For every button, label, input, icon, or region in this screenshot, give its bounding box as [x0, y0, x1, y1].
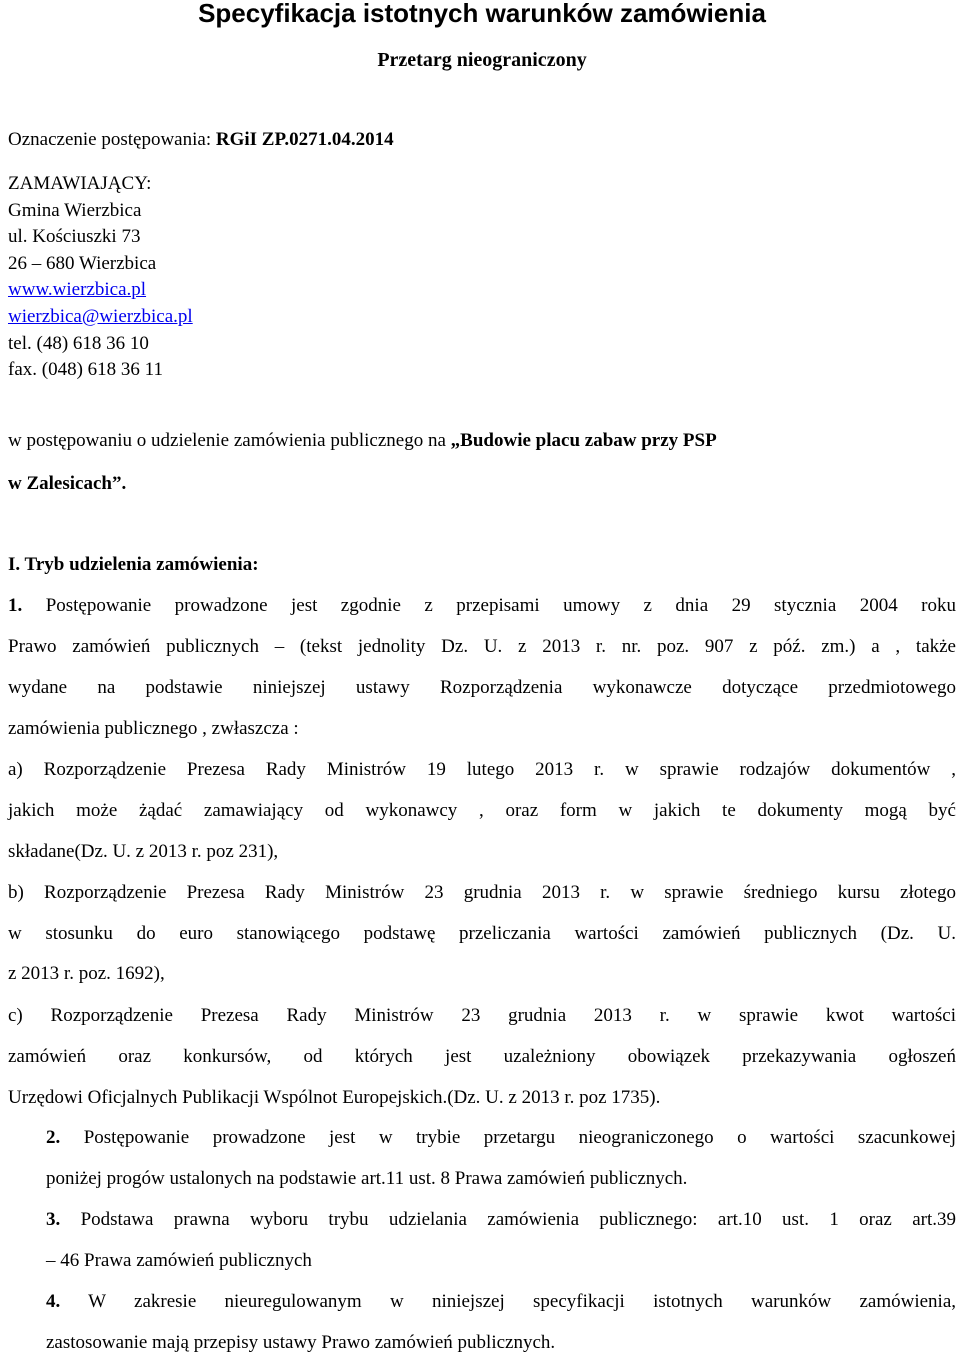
subject-line-1: [8, 429, 956, 453]
authority-website-link[interactable]: www.wierzbica.pl: [8, 279, 147, 301]
para-1-item-a-line-3: składane(Dz. U. z 2013 r. poz 231),: [8, 841, 279, 862]
para-3-line-2: – 46 Prawa zamówień publicznych: [46, 1250, 312, 1271]
para-1-line-2: Prawo zamówień publicznych – (tekst jednolity Dz. U. z 2013 r. nr. poz. 907 z póź. zm.) a , także: [8, 636, 956, 657]
para-2-line-1: [46, 1126, 956, 1150]
para-4-line-2: zastosowanie mają przepisy ustawy Prawo zamówień publicznych.: [46, 1332, 556, 1353]
subject-line-2: [8, 472, 956, 496]
para-1-line-3: wydane na podstawie niniejszej ustawy Rozporządzenia wykonawcze dotyczące przedmiotowego: [8, 677, 956, 698]
para-2-line-2: poniżej progów ustalonych na podstawie art.11 ust. 8 Prawa zamówień publicznych.: [46, 1168, 688, 1189]
para-3-text: Podstawa prawna wyboru trybu udzielania zamówienia publicznego: art.10 ust. 1 oraz art.39: [60, 1209, 956, 1230]
para-4-line-1: [46, 1290, 956, 1314]
document-subtitle: Przetarg nieograniczony: [377, 49, 587, 71]
authority-name: Gmina Wierzbica: [8, 199, 142, 221]
subject-intro: w postępowaniu o udzielenie zamówienia publicznego na: [8, 430, 451, 451]
authority-postal-code: 26 – 680 Wierzbica: [8, 252, 157, 274]
para-1-item-b-line-1: b) Rozporządzenie Prezesa Rady Ministrów 23 grudnia 2013 r. w sprawie średniego kursu złotego: [8, 882, 956, 903]
contracting-authority-block: [8, 171, 193, 384]
para-1-item-a-line-2: jakich może żądać zamawiający od wykonawcy , oraz form w jakich te dokumenty mogą być: [8, 800, 956, 821]
para-1-item-b-line-2: w stosunku do euro stanowiącego podstawę przeliczania wartości zamówień publicznych (Dz. U.: [8, 923, 956, 944]
procedure-reference: [8, 128, 394, 152]
authority-street: ul. Kościuszki 73: [8, 226, 141, 248]
para-4-number: 4.: [46, 1291, 61, 1312]
procedure-reference-label: Oznaczenie postępowania:: [8, 129, 216, 150]
para-4-text: W zakresie nieuregulowanym w niniejszej specyfikacji istotnych warunków zamówienia,: [60, 1291, 956, 1312]
subject-name-part2: w Zalesicach”.: [8, 473, 127, 494]
para-1-item-b-line-3: z 2013 r. poz. 1692),: [8, 963, 165, 984]
authority-phone: tel. (48) 618 36 10: [8, 332, 149, 354]
procedure-reference-value: RGiI ZP.0271.04.2014: [215, 129, 394, 150]
authority-email-link[interactable]: wierzbica@wierzbica.pl: [8, 305, 193, 327]
para-2-number: 2.: [46, 1127, 61, 1148]
para-1-item-c-line-2: zamówień oraz konkursów, od których jest uzależniony obowiązek przekazywania ogłoszeń: [8, 1046, 956, 1067]
para-1-item-a-line-1: a) Rozporządzenie Prezesa Rady Ministrów 19 lutego 2013 r. w sprawie rodzajów dokumentów ,: [8, 759, 956, 780]
para-1-line-4: zamówienia publicznego , zwłaszcza :: [8, 718, 299, 739]
para-1-text: Postępowanie prowadzone jest zgodnie z przepisami umowy z dnia 29 stycznia 2004 roku: [22, 595, 956, 616]
para-2-text: Postępowanie prowadzone jest w trybie przetargu nieograniczonego o wartości szacunkowej: [60, 1127, 956, 1148]
para-3-number: 3.: [46, 1209, 61, 1230]
document-title: Specyfikacja istotnych warunków zamówienia: [198, 0, 766, 28]
para-1-number: 1.: [8, 595, 23, 616]
contracting-authority-heading: ZAMAWIAJĄCY:: [8, 173, 152, 194]
para-3-line-1: [46, 1208, 956, 1232]
para-1-item-c-line-1: c) Rozporządzenie Prezesa Rady Ministrów 23 grudnia 2013 r. w sprawie kwot wartości: [8, 1005, 956, 1026]
authority-fax: fax. (048) 618 36 11: [8, 359, 163, 381]
para-1-item-c-line-3: Urzędowi Oficjalnych Publikacji Wspólnot Europejskich.(Dz. U. z 2013 r. poz 1735).: [8, 1087, 661, 1108]
para-1-line-1: [8, 594, 956, 618]
section-1-heading: I. Tryb udzielenia zamówienia:: [8, 554, 259, 575]
subject-name-part1: „Budowie placu zabaw przy PSP: [450, 430, 717, 451]
